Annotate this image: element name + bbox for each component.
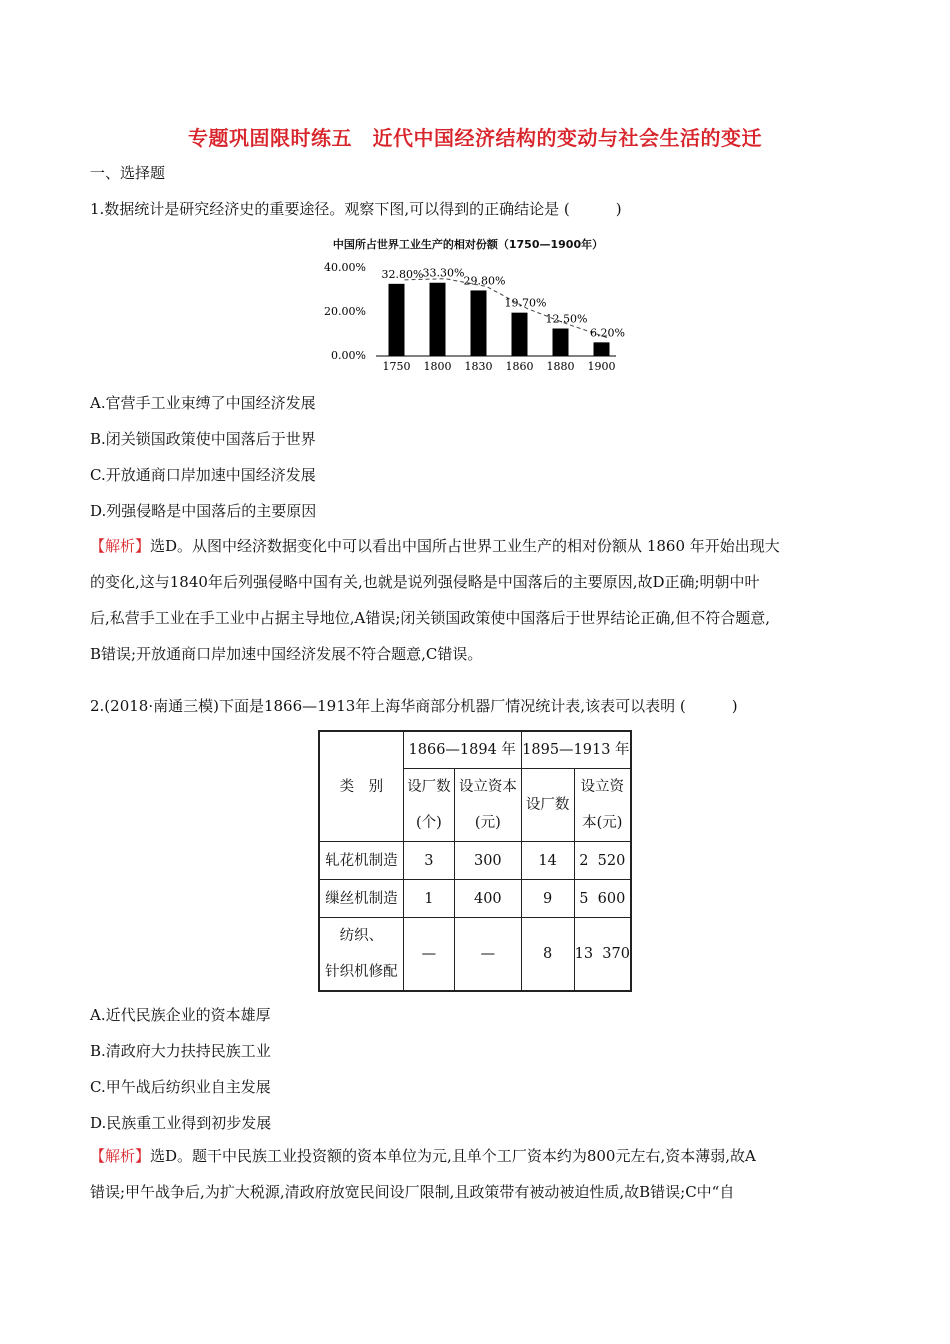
- column-header: 设立资本 (元): [454, 769, 521, 842]
- option-c[interactable]: C.甲午战后纺织业自主发展: [90, 1078, 271, 1096]
- bar-1900: [594, 342, 610, 356]
- value-label: 19.70%: [504, 296, 547, 310]
- period-header: 1895—1913 年: [521, 731, 631, 769]
- bar-1880: [553, 329, 569, 357]
- y-axis-ticks: [324, 261, 366, 362]
- table-cell: 400: [454, 880, 521, 918]
- option-c[interactable]: C.开放通商口岸加速中国经济发展: [90, 466, 316, 484]
- value-label: 33.30%: [422, 266, 465, 280]
- analysis-2: [90, 1138, 875, 1210]
- analysis-line: 错误;甲午战争后,为扩大税源,清政府放宽民间设厂限制,且政策带有被动被迫性质,故B错误;C中“自: [90, 1183, 735, 1201]
- question-2-text: 2.(2018·南通三模)下面是1866—1913年上海华商部分机器厂情况统计表,该表可以表明: [90, 697, 676, 715]
- chart-title: 中国所占世界工业生产的相对份额（1750—1900年）: [332, 238, 604, 251]
- value-label: 32.80%: [381, 267, 424, 281]
- analysis-line: 选D。题干中民族工业投资额的资本单位为元,且单个工厂资本约为800元左右,资本薄弱,故A: [150, 1147, 756, 1165]
- answer-paren-open: (: [679, 697, 686, 715]
- table-cell: 8: [521, 918, 574, 992]
- bar-chart: [318, 232, 638, 372]
- analysis-tag: 【解析】: [90, 537, 151, 555]
- section-heading: 一、选择题: [90, 164, 166, 182]
- table-cell: 缫丝机制造: [319, 880, 403, 918]
- x-tick-label: 1800: [423, 360, 452, 372]
- column-header: 设厂数: [521, 769, 574, 842]
- value-labels: [382, 267, 625, 340]
- question-2-stem: [90, 695, 738, 716]
- value-label: 6.20%: [590, 326, 625, 340]
- answer-paren-close: ): [615, 200, 622, 218]
- table-cell: 1: [403, 880, 454, 918]
- option-b[interactable]: B.闭关锁国政策使中国落后于世界: [90, 430, 316, 448]
- column-header: 设立资 本(元): [574, 769, 631, 842]
- table-cell: —: [403, 918, 454, 992]
- factory-stats-table: [318, 730, 632, 992]
- table-cell: 14: [521, 842, 574, 880]
- table-cell: 9: [521, 880, 574, 918]
- question-1-text: 1.数据统计是研究经济史的重要途径。观察下图,可以得到的正确结论是: [90, 200, 560, 218]
- period-header: 1866—1894 年: [403, 731, 521, 769]
- bar-1860: [512, 313, 528, 356]
- table-cell: 300: [454, 842, 521, 880]
- table-cell: 3: [403, 842, 454, 880]
- analysis-tag: 【解析】: [90, 1147, 151, 1165]
- answer-paren-close: ): [731, 697, 738, 715]
- x-tick-label: 1900: [587, 360, 616, 372]
- option-a[interactable]: A.近代民族企业的资本雄厚: [90, 1006, 271, 1024]
- analysis-line: 选D。从图中经济数据变化中可以看出中国所占世界工业生产的相对份额从 1860 年开始出现大: [150, 537, 780, 555]
- column-header: 设厂数 (个): [403, 769, 454, 842]
- x-tick-label: 1860: [505, 360, 534, 372]
- y-tick-label: 0.00%: [331, 349, 366, 362]
- bar-1750: [389, 284, 405, 356]
- page-title: 专题巩固限时练五 近代中国经济结构的变动与社会生活的变迁: [188, 126, 762, 150]
- analysis-line: 后,私营手工业在手工业中占据主导地位,A错误;闭关锁国政策使中国落后于世界结论正确,但不符合题意,: [90, 609, 770, 627]
- analysis-line: B错误;开放通商口岸加速中国经济发展不符合题意,C错误。: [90, 645, 483, 663]
- table-cell: 轧花机制造: [319, 842, 403, 880]
- table-cell: —: [454, 918, 521, 992]
- y-tick-label: 20.00%: [324, 305, 366, 318]
- option-d[interactable]: D.列强侵略是中国落后的主要原因: [90, 502, 317, 520]
- bar-1800: [430, 283, 446, 356]
- x-axis-ticks: [383, 360, 616, 372]
- table-cell: 13 370: [574, 918, 631, 992]
- x-tick-label: 1880: [546, 360, 575, 372]
- option-b[interactable]: B.清政府大力扶持民族工业: [90, 1042, 271, 1060]
- answer-paren-open: (: [563, 200, 570, 218]
- table-cell: 纺织、 针织机修配: [319, 918, 403, 992]
- analysis-1: [90, 528, 875, 672]
- table-cell: 5 600: [574, 880, 631, 918]
- option-a[interactable]: A.官营手工业束缚了中国经济发展: [90, 394, 316, 412]
- y-tick-label: 40.00%: [324, 261, 366, 274]
- option-d[interactable]: D.民族重工业得到初步发展: [90, 1114, 272, 1132]
- bar-1830: [471, 290, 487, 356]
- x-tick-label: 1830: [464, 360, 493, 372]
- value-label: 29.80%: [463, 274, 506, 288]
- value-label: 12.50%: [545, 312, 588, 326]
- x-tick-label: 1750: [382, 360, 411, 372]
- analysis-line: 的变化,这与1840年后列强侵略中国有关,也就是说列强侵略是中国落后的主要原因,故D正确;明朝中叶: [90, 573, 760, 591]
- question-1-stem: [90, 198, 622, 219]
- category-header: 类 别: [319, 731, 403, 842]
- table-cell: 2 520: [574, 842, 631, 880]
